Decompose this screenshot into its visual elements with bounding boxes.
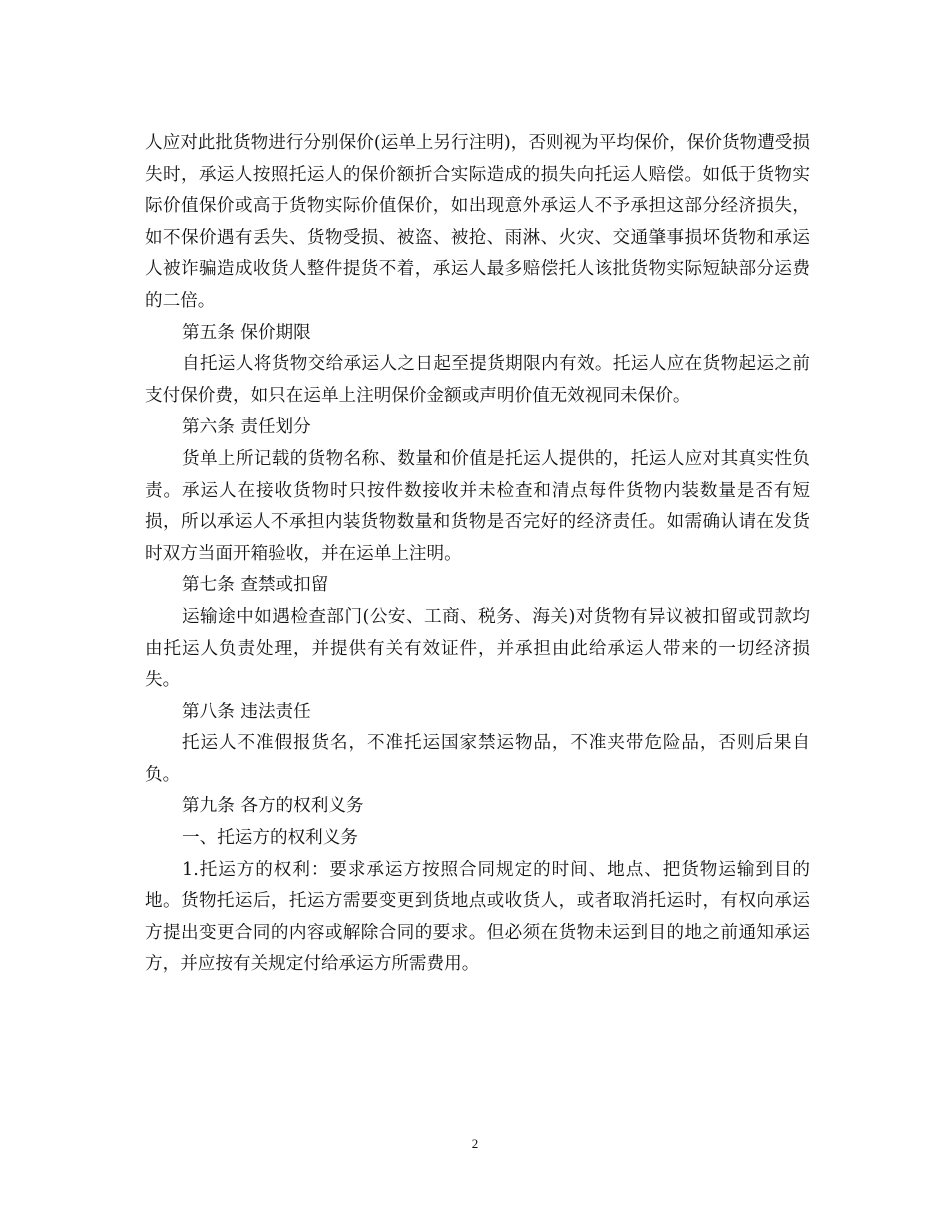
document-body: [145, 128, 810, 981]
paragraph-article-6: 货单上所记载的货物名称、数量和价值是托运人提供的，托运人应对其真实性负责。承运人在接收货物时只按件数接收并未检查和清点每件货物内装数量是否有短损，所以承运人不承担内装货物数量和货物是否完好的经济责任。如需确认请在发货时双方当面开箱验收，并在运单上注明。: [145, 448, 810, 564]
paragraph-article-5: 自托运人将货物交给承运人之日起至提货期限内有效。托运人应在货物起运之前支付保价费，如只在运单上注明保价金额或声明价值无效视同未保价。: [145, 354, 810, 406]
paragraph-article-7: 运输途中如遇检查部门(公安、工商、税务、海关)对货物有异议被扣留或罚款均由托运人负责处理，并提供有关有效证件，并承担由此给承运人带来的一切经济损失。: [145, 606, 810, 691]
paragraph-insured-value-continued: 人应对此批货物进行分别保价(运单上另行注明)，否则视为平均保价，保价货物遭受损失时，承运人按照托运人的保价额折合实际造成的损失向托运人赔偿。如低于货物实际价值保价或高于货物实际价值保价，如出现意外承运人不予承担这部分经济损失，如不保价遇有丢失、货物受损、被盗、被抢、雨淋、火灾、交通肇事损坏货物和承运人被诈骗造成收货人整件提货不着，承运人最多赔偿托人该批货物实际短缺部分运费的二倍。: [145, 133, 810, 311]
heading-article-5: 第五条 保价期限: [182, 322, 311, 343]
heading-article-9: 第九条 各方的权利义务: [182, 796, 364, 817]
heading-article-8: 第八条 违法责任: [182, 701, 311, 722]
heading-article-7: 第七条 查禁或扣留: [182, 575, 329, 596]
heading-article-6: 第六条 责任划分: [182, 417, 311, 438]
paragraph-shipper-rights-1: 1.托运方的权利：要求承运方按照合同规定的时间、地点、把货物运输到目的地。货物托运后，托运方需要变更到货地点或收货人，或者取消托运时，有权向承运方提出变更合同的内容或解除合同的要求。但必须在货物未运到目的地之前通知承运方，并应按有关规定付给承运方所需费用。: [145, 859, 810, 975]
page-number: 2: [471, 1136, 479, 1151]
paragraph-article-8: 托运人不准假报货名，不准托运国家禁运物品，不准夹带危险品，否则后果自负。: [145, 733, 810, 785]
heading-shipper-rights: 一、托运方的权利义务: [182, 828, 358, 849]
